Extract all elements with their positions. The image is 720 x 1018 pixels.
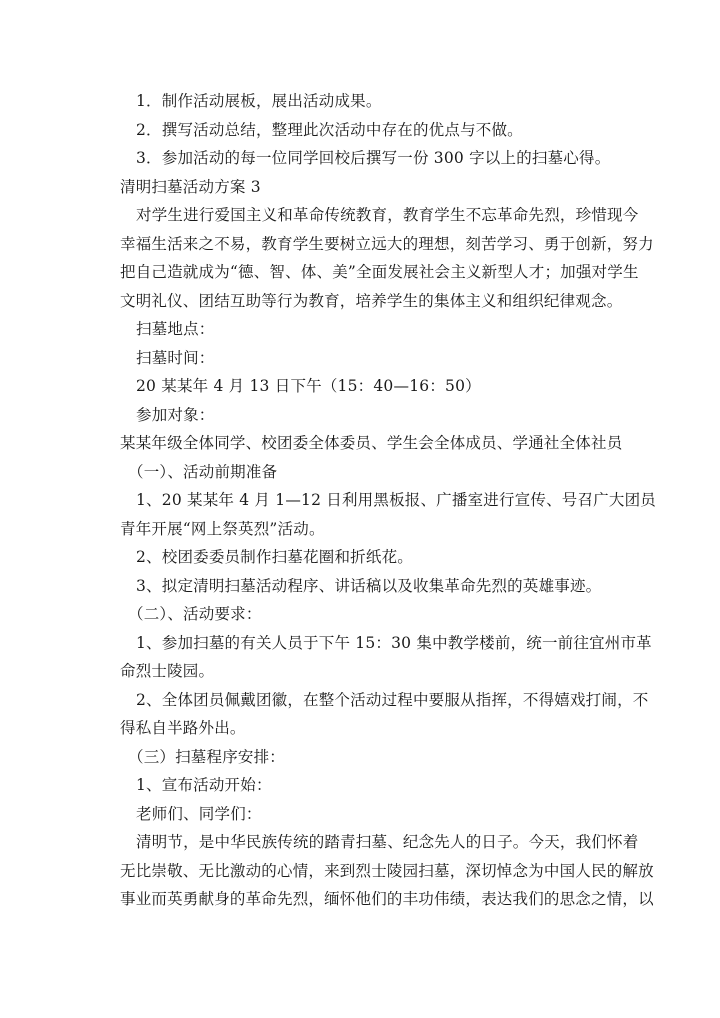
text-line: 把自己造就成为“德、智、体、美”全面发展社会主义新型人才；加强对学生: [120, 263, 639, 281]
text-line: 3．参加活动的每一位同学回校后撰写一份 300 字以上的扫墓心得。: [136, 149, 611, 167]
text-line: 1、参加扫墓的有关人员于下午 15：30 集中教学楼前，统一前往宜州市革: [136, 634, 652, 652]
text-line: 清明节，是中华民族传统的踏青扫墓、纪念先人的日子。今天，我们怀着: [136, 833, 639, 851]
text-line: 老师们、同学们：: [136, 805, 262, 823]
text-line: 2、校团委委员制作扫墓花圈和折纸花。: [136, 548, 413, 566]
text-line: 2．撰写活动总结，整理此次活动中存在的优点与不做。: [136, 121, 523, 139]
text-line: 1．制作活动展板，展出活动成果。: [136, 92, 382, 110]
section-heading: （三）扫墓程序安排：: [128, 748, 286, 766]
text-line: 文明礼仪、团结互助等行为教育，培养学生的集体主义和组织纪律观念。: [120, 292, 623, 310]
text-line: 扫墓地点：: [136, 320, 215, 338]
section-heading: （一）、活动前期准备: [128, 463, 278, 481]
text-line: 3、拟定清明扫墓活动程序、讲话稿以及收集革命先烈的英雄事迹。: [136, 577, 602, 595]
text-line: 命烈士陵园。: [120, 662, 215, 680]
text-line: 幸福生活来之不易，教育学生要树立远大的理想，刻苦学习、勇于创新，努力: [120, 235, 654, 253]
text-line: 青年开展“网上祭英烈”活动。: [120, 520, 325, 538]
text-line: 扫墓时间：: [136, 349, 215, 367]
section-heading: 清明扫墓活动方案 3: [120, 178, 261, 196]
text-line: 1、20 某某年 4 月 1—12 日利用黑板报、广播室进行宣传、号召广大团员: [136, 491, 656, 509]
text-line: 得私自半路外出。: [120, 719, 246, 737]
text-line: 事业而英勇献身的革命先烈，缅怀他们的丰功伟绩，表达我们的思念之情，以: [120, 890, 654, 908]
text-line: 无比崇敬、无比激动的心情，来到烈士陵园扫墓，深切悼念为中国人民的解放: [120, 862, 654, 880]
text-line: 对学生进行爱国主义和革命传统教育，教育学生不忘革命先烈，珍惜现今: [136, 206, 639, 224]
text-line: 1、宣布活动开始：: [136, 776, 272, 794]
text-line: 2、全体团员佩戴团徽，在整个活动过程中要服从指挥，不得嬉戏打闹，不: [136, 691, 649, 709]
section-heading: （二）、活动要求：: [128, 605, 262, 623]
text-line: 某某年级全体同学、校团委全体委员、学生会全体成员、学通社全体社员: [120, 434, 623, 452]
text-line: 参加对象：: [136, 406, 215, 424]
text-line: 20 某某年 4 月 13 日下午（15：40—16：50）: [136, 377, 481, 395]
